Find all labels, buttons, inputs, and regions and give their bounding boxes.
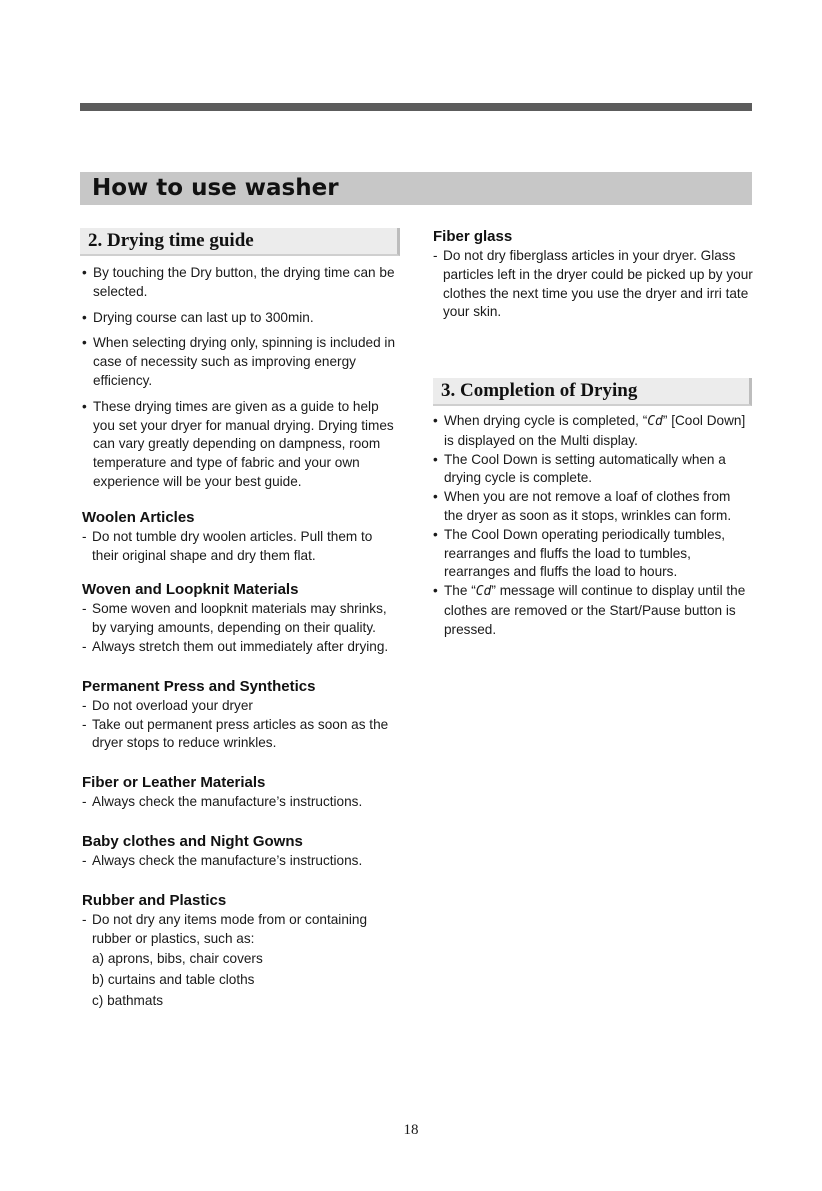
bullet-item: • Drying course can last up to 300min. (82, 309, 314, 325)
dash-item: - Do not dry any items mode from or containing rubber or plastics, such as: (82, 911, 368, 946)
subheading-fiber-leather: Fiber or Leather Materials (82, 774, 266, 792)
list-item: c) bathmats (92, 992, 164, 1008)
dash-item: - Always check the manufacture’s instructions. (82, 852, 363, 868)
section-heading-completion (433, 378, 752, 406)
cool-down-display-code: Cd (475, 584, 492, 600)
subheading-rubber-plastics: Rubber and Plastics (82, 891, 227, 909)
dash-item: - Take out permanent press articles as soon as the dryer stops to reduce wrinkles. (82, 716, 389, 751)
dash-item: - Always check the manufacture’s instructions. (82, 794, 363, 810)
subheading-woolen: Woolen Articles (82, 508, 195, 526)
cool-down-display-code: Cd (647, 414, 663, 429)
page-title-band (80, 172, 752, 205)
section-heading-drying-time (80, 228, 400, 256)
list-item: b) curtains and table cloths (92, 972, 255, 988)
subheading-baby-clothes: Baby clothes and Night Gowns (82, 832, 303, 850)
top-rule (80, 103, 752, 111)
page-title: How to use washer (92, 175, 339, 201)
dash-item: - Some woven and loopknit materials may shrinks, by varying amounts, depending on their quality. (82, 601, 387, 636)
subheading-woven: Woven and Loopknit Materials (82, 581, 299, 599)
right-column (433, 227, 753, 322)
bullet-item: • By touching the Dry button, the drying time can be selected. (82, 265, 395, 299)
section-title: 3. Completion of Drying (441, 380, 638, 401)
subheading-fiber-glass: Fiber glass (433, 228, 513, 245)
dash-item: - Do not overload your dryer (82, 697, 253, 713)
bullet-item: • The “Cd” message will continue to display until the clothes are removed or the Start/Pause button is pressed. (433, 583, 746, 637)
completion-bullets (433, 412, 753, 640)
section-title: 2. Drying time guide (88, 230, 254, 251)
bullet-item: • When drying cycle is completed, “Cd” [Cool Down] is displayed on the Multi display. (433, 413, 746, 448)
page-number: 18 (403, 1122, 419, 1138)
dash-item: - Do not tumble dry woolen articles. Pull them to their original shape and dry them flat. (82, 528, 373, 563)
list-item: a) aprons, bibs, chair covers (92, 951, 263, 967)
bullet-item: • When selecting drying only, spinning is included in case of necessity such as improving energy efficiency. (82, 335, 396, 388)
bullet-item: • When you are not remove a loaf of clothes from the dryer as soon as it stops, wrinkles can form. (433, 489, 732, 523)
bullet-item: • These drying times are given as a guide to help you set your dryer for manual drying. Drying times can vary greatly depending on dampness, room temperature and type of fabric and your own experience will be your best guide. (82, 398, 394, 489)
subheading-permanent-press: Permanent Press and Synthetics (82, 677, 316, 695)
bullet-item: • The Cool Down operating periodically tumbles, rearranges and fluffs the load to tumbles, rearranges and fluffs the load to hours. (433, 526, 726, 580)
dash-item: - Do not dry fiberglass articles in your dryer. Glass particles left in the dryer could be picked up by your clothes the next time you use the dryer and irri tate your skin. (433, 248, 753, 320)
left-column (82, 264, 400, 1011)
dash-item: - Always stretch them out immediately after drying. (82, 638, 389, 654)
bullet-item: • The Cool Down is setting automatically when a drying cycle is complete. (433, 451, 726, 486)
